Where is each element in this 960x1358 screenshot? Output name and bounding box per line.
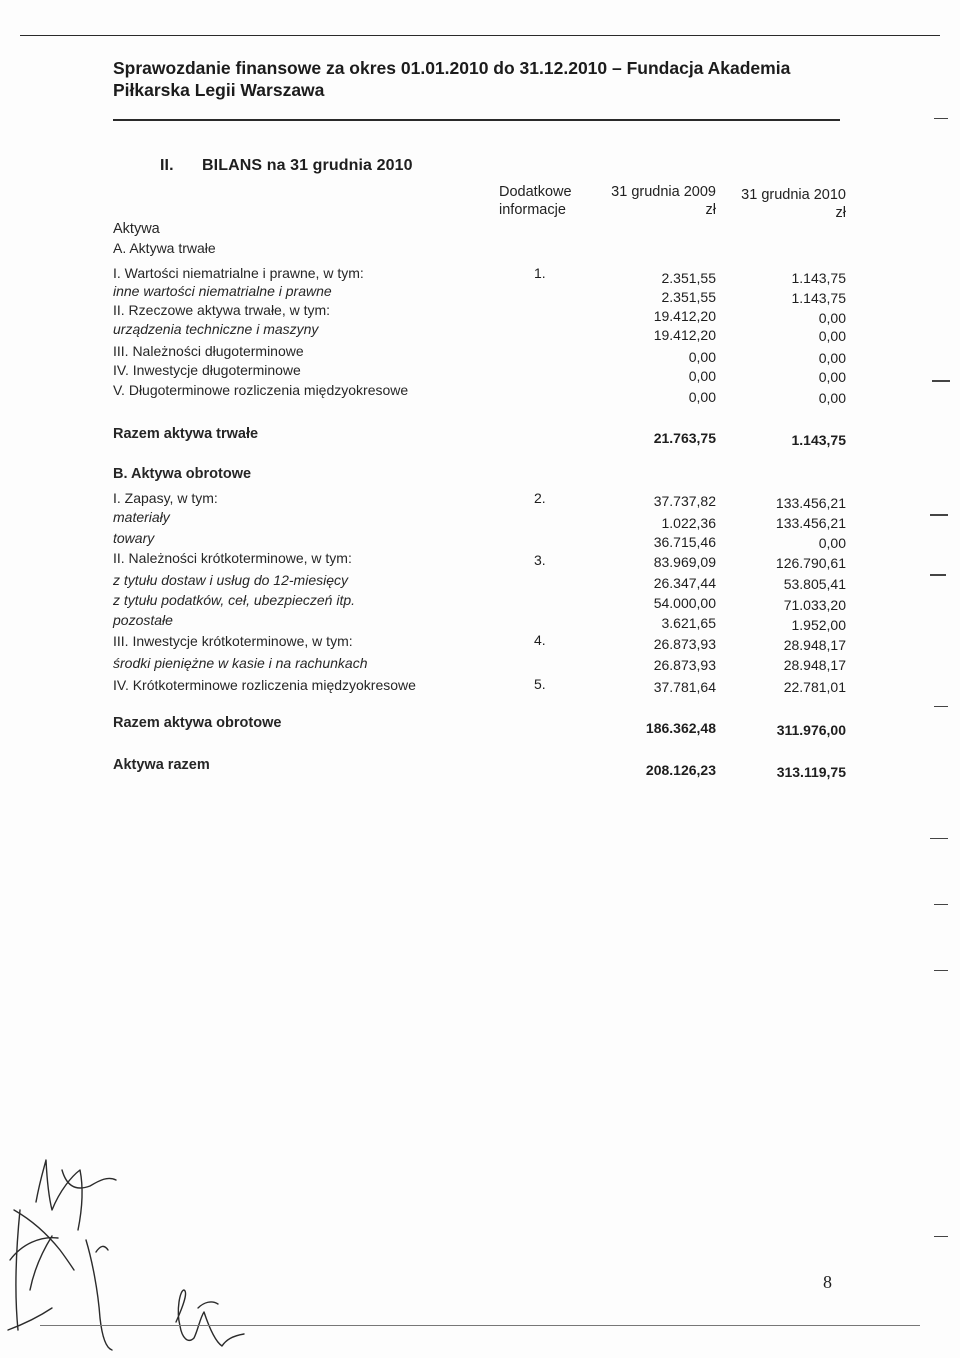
- row-label: towary: [113, 530, 155, 546]
- row-label: I. Zapasy, w tym:: [113, 490, 218, 506]
- row-label: Aktywa razem: [113, 757, 210, 773]
- handwritten-signature: [0, 1140, 280, 1355]
- row-value-2010: 22.781,01: [783, 679, 846, 695]
- notes-column-header: Dodatkowe informacje: [499, 184, 572, 218]
- margin-mark: [934, 904, 948, 905]
- row-label: III. Należności długoterminowe: [113, 343, 304, 359]
- section-title-text: BILANS na 31 grudnia 2010: [202, 157, 413, 174]
- row-value-2009: 208.126,23: [645, 762, 716, 778]
- row-value-2010: 126.790,61: [775, 555, 846, 571]
- row-label: B. Aktywa obrotowe: [113, 466, 252, 482]
- row-value-2010: 1.952,00: [791, 617, 846, 633]
- row-label: II. Rzeczowe aktywa trwałe, w tym:: [113, 302, 331, 318]
- row-note-ref: 4.: [534, 632, 546, 648]
- row-label: Razem aktywa trwałe: [113, 426, 259, 442]
- row-value-2009: 21.763,75: [653, 430, 716, 446]
- row-value-2010: 71.033,20: [783, 597, 846, 613]
- row-label: A. Aktywa trwałe: [113, 240, 216, 256]
- row-value-2009: 0,00: [688, 389, 716, 405]
- row-value-2010: 0,00: [818, 369, 846, 385]
- top-rule: [20, 35, 940, 36]
- margin-mark: [932, 380, 950, 382]
- report-header: [113, 57, 790, 101]
- row-label: I. Wartości niematrialne i prawne, w tym:: [113, 265, 364, 281]
- row-note-ref: 1.: [534, 265, 546, 281]
- row-value-2010: 0,00: [818, 328, 846, 344]
- row-value-2009: 19.412,20: [653, 308, 716, 324]
- row-value-2009: 1.022,36: [661, 515, 716, 531]
- row-value-2010: 133.456,21: [775, 495, 846, 511]
- header-underline: [113, 119, 840, 121]
- row-label: pozostałe: [113, 612, 173, 628]
- margin-mark: [930, 514, 948, 516]
- row-label: inne wartości niematrialne i prawne: [113, 283, 332, 299]
- margin-mark: [934, 118, 948, 119]
- report-title-line1: Sprawozdanie finansowe za okres 01.01.2010 do 31.12.2010 – Fundacja Akademia: [113, 58, 791, 78]
- row-value-2010: 1.143,75: [791, 270, 846, 286]
- row-label: IV. Inwestycje długoterminowe: [113, 362, 301, 378]
- row-value-2010: 0,00: [818, 535, 846, 551]
- row-value-2009: 2.351,55: [661, 289, 716, 305]
- margin-mark: [934, 970, 948, 971]
- row-value-2009: 37.737,82: [653, 493, 716, 509]
- margin-mark: [934, 706, 948, 707]
- page-number: 8: [823, 1272, 832, 1292]
- row-label: materiały: [113, 509, 170, 525]
- row-label: Razem aktywa obrotowe: [113, 715, 282, 731]
- row-value-2009: 37.781,64: [653, 679, 716, 695]
- row-value-2010: 28.948,17: [783, 637, 846, 653]
- row-value-2009: 2.351,55: [661, 270, 716, 286]
- row-value-2009: 26.347,44: [653, 575, 716, 591]
- section-title: [160, 157, 413, 175]
- row-label: III. Inwestycje krótkoterminowe, w tym:: [113, 633, 353, 649]
- row-value-2010: 0,00: [818, 390, 846, 406]
- row-value-2009: 186.362,48: [645, 720, 716, 736]
- row-label: środki pieniężne w kasie i na rachunkach: [113, 655, 368, 671]
- row-value-2010: 311.976,00: [776, 722, 846, 738]
- row-label: z tytułu dostaw i usług do 12-miesięcy: [113, 572, 348, 588]
- col-2009-header: 31 grudnia 2009 zł: [611, 184, 716, 218]
- row-value-2010: 0,00: [818, 310, 846, 326]
- row-value-2009: 26.873,93: [653, 657, 716, 673]
- report-title-line2: Piłkarska Legii Warszawa: [113, 80, 325, 100]
- row-value-2009: 36.715,46: [653, 534, 716, 550]
- row-label: urządzenia techniczne i maszyny: [113, 321, 319, 337]
- row-value-2010: 28.948,17: [783, 657, 846, 673]
- row-label: z tytułu podatków, ceł, ubezpieczeń itp.: [113, 592, 356, 608]
- aktywa-label: Aktywa: [113, 221, 160, 237]
- row-note-ref: 3.: [534, 552, 546, 568]
- row-value-2009: 26.873,93: [653, 636, 716, 652]
- row-value-2010: 313.119,75: [776, 764, 846, 780]
- row-label: II. Należności krótkoterminowe, w tym:: [113, 550, 352, 566]
- row-value-2009: 0,00: [688, 368, 716, 384]
- bottom-rule: [40, 1325, 920, 1326]
- row-value-2010: 1.143,75: [791, 290, 846, 306]
- margin-mark: [934, 1236, 948, 1237]
- row-value-2010: 1.143,75: [791, 432, 846, 448]
- row-note-ref: 2.: [534, 490, 546, 506]
- row-value-2009: 0,00: [688, 349, 716, 365]
- row-value-2009: 3.621,65: [661, 615, 716, 631]
- row-value-2010: 53.805,41: [783, 576, 846, 592]
- margin-mark: [930, 574, 946, 576]
- row-note-ref: 5.: [534, 676, 546, 692]
- row-label: V. Długoterminowe rozliczenia międzyokresowe: [113, 382, 409, 398]
- row-value-2009: 83.969,09: [653, 554, 716, 570]
- section-number: II.: [160, 157, 174, 174]
- row-label: IV. Krótkoterminowe rozliczenia międzyokresowe: [113, 677, 416, 693]
- row-value-2010: 0,00: [818, 350, 846, 366]
- margin-mark: [930, 838, 948, 839]
- row-value-2009: 19.412,20: [653, 327, 716, 343]
- row-value-2009: 54.000,00: [653, 595, 716, 611]
- col-2010-header: 31 grudnia 2010 zł: [741, 187, 846, 221]
- row-value-2010: 133.456,21: [775, 515, 846, 531]
